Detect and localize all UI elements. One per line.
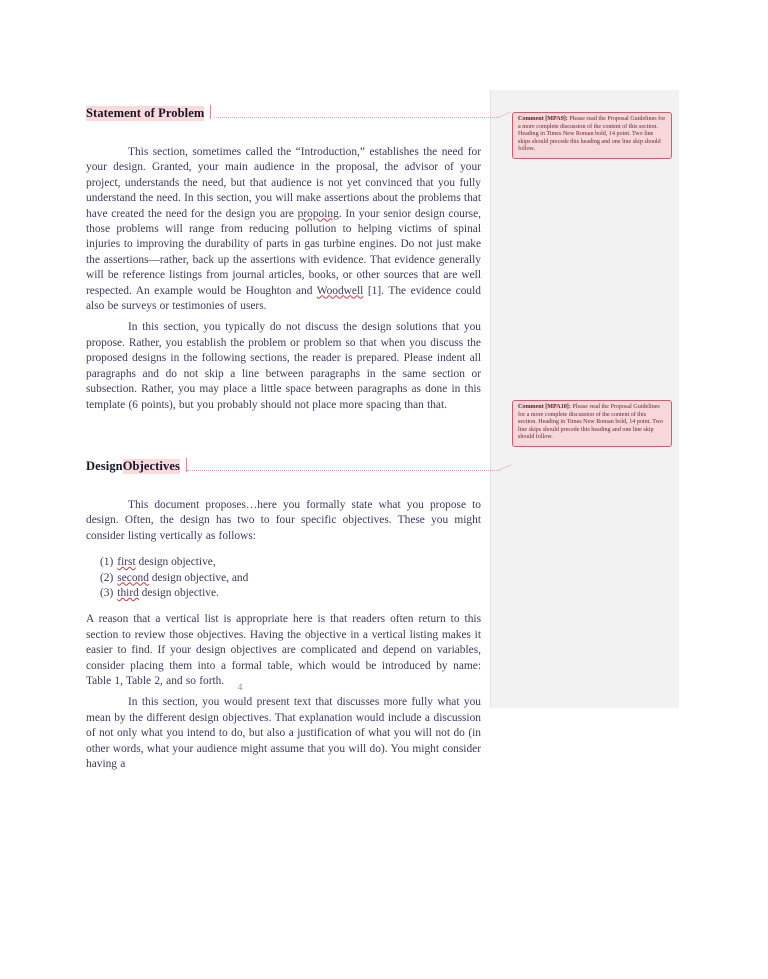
list-item-number: (1) <box>100 556 114 569</box>
list-item <box>86 555 481 570</box>
spellcheck-word-third[interactable]: third <box>117 586 139 599</box>
list-item-text: design objective. <box>138 586 219 599</box>
paragraph-objectives-2: A reason that a vertical list is appropriate here is that readers often return to this section to review those objectives. Having the objective in a vertical listing makes it easier to find. If your design objectives are complicated and depend on variables, consider placing them into a formal table, which would be introduced by name: Table 1, Table 2, and so forth. <box>86 613 481 687</box>
comment-balloon-mpa10[interactable] <box>512 400 672 447</box>
spellcheck-word-second[interactable]: second <box>117 571 149 584</box>
heading-design-objectives[interactable] <box>86 457 481 474</box>
heading-design-objectives-prefix: Design <box>86 458 123 473</box>
comment-balloon-mpa9[interactable] <box>512 112 672 159</box>
comment-balloon-mpa9-body: Please read the Proposal Guidelines for a more complete discussion of the content of this section. Heading in Times New Roman bold, 14 point. Two line skips should precede this heading and one line skip should follow. <box>518 116 666 153</box>
comment-balloon-mpa10-label: Comment [MPA10]: <box>518 404 571 410</box>
spellcheck-word-woodwell[interactable]: Woodwell <box>316 284 364 297</box>
comment-balloon-mpa10-text <box>518 404 666 442</box>
heading-statement-of-problem-label: Statement of Problem <box>86 106 205 120</box>
comment-margin-strip <box>490 90 679 708</box>
paragraph-objectives-1: This document proposes…here you formally state what you propose to design. Often, the design has two to four specific objectives. These you might consider listing vertically as follows: <box>86 498 481 542</box>
comment-caret-icon <box>210 105 211 119</box>
paragraph-statement-2: In this section, you typically do not discuss the design solutions that you propose. Rather, you establish the problem or problem so that when you discuss the proposed designs in the following sections, the reader is prepared. Please indent all paragraphs and do not skip a line between paragraphs in the same section or subsection. Rather, you may place a little space between paragraphs as done in this template (6 points), but you probably should not place more spacing than that. <box>86 321 481 411</box>
document-text-column <box>86 104 481 772</box>
comment-balloon-mpa9-text <box>518 116 666 154</box>
list-item-text: design objective, and <box>148 571 249 584</box>
comment-balloon-mpa9-label: Comment [MPA9]: <box>518 116 568 122</box>
heading-statement-of-problem[interactable] <box>86 104 481 121</box>
page-number: 4 <box>237 683 243 693</box>
heading-design-objectives-label: Objectives <box>122 458 180 473</box>
design-objectives-list <box>86 555 481 601</box>
paragraph-statement-1-text-b: . In your senior design course, those problems will range from reducing pollution to helping victims of spinal injuries to improving the durability of parts in gas turbine engines. Do not just make the assertions—rather, back up the assertions with evidence. That evidence generally will be reference listings from journal articles, books, or other sources that are well respected. An example would be Houghton and <box>86 207 482 297</box>
comment-balloon-mpa10-body: Please read the Proposal Guidelines for a more complete discussion of the content of this section. Heading in Times New Roman bold, 14 point. Two line skips should precede this heading and one line skip should follow. <box>518 404 664 441</box>
list-item-number: (3) <box>100 586 114 599</box>
paragraph-statement-1-text-a: This section, sometimes called the “Introduction,” establishes the need for your design. Granted, your main audience in the proposal, the advisor of your project, understands the need, but that audience is not yet convinced that you fully understand the need. In this section, you will make assertions about the problems that have created the need for the design you are <box>86 146 481 220</box>
paragraph-statement-1-text-c: [1]. The evidence could also be surveys or testimonies of users. <box>86 284 481 313</box>
list-item <box>86 586 481 601</box>
comment-anchor-line-2 <box>187 470 499 471</box>
list-item-number: (2) <box>100 571 114 584</box>
comment-anchor-line-1 <box>214 117 499 118</box>
spellcheck-word-first[interactable]: first <box>117 556 136 569</box>
list-item <box>86 571 481 586</box>
paragraph-objectives-3: In this section, you would present text that discusses more fully what you mean by the different design objectives. That explanation would include a discussion of not only what you intend to do, but also a justification of what you will not do (in other words, what your audience might assume that you will do). You might consider having a <box>86 696 481 770</box>
list-item-text: design objective, <box>135 556 216 569</box>
paragraph-statement-1 <box>86 145 481 314</box>
spellcheck-word-propoing[interactable]: propoing <box>297 207 339 220</box>
